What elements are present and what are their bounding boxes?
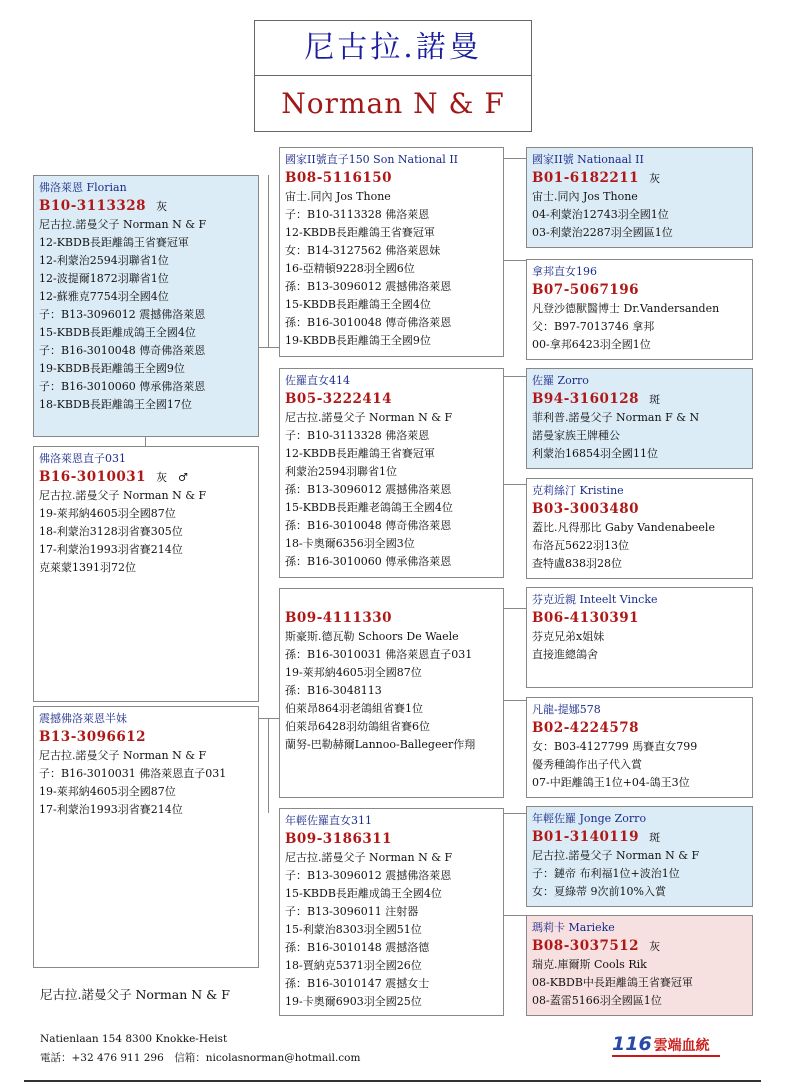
connector	[145, 436, 146, 446]
ring-number: B10-3113328 灰	[39, 198, 168, 214]
half-sister-card[interactable]	[33, 706, 259, 968]
card-line: 尼古拉.諾曼父子 Norman N & F	[285, 851, 453, 864]
card-line: 子：B10-3113328 佛洛萊恩	[285, 429, 430, 442]
plumage-color: 斑	[649, 393, 661, 406]
card-line: 芬克兄弟x姐妹	[532, 630, 605, 643]
plumage-color: 灰	[649, 940, 661, 953]
card-header: 佐羅直女414	[285, 374, 350, 387]
card-line: 諾曼家族王牌種公	[532, 429, 620, 442]
granddam-card[interactable]	[526, 915, 753, 1016]
card-line: 18-KBDB長距離鴿王全國17位	[39, 398, 192, 411]
granddam-card[interactable]	[526, 697, 753, 798]
card-header: 芬克近親 Inteelt Vincke	[532, 593, 658, 606]
card-line: 布洛瓦5622羽13位	[532, 539, 629, 552]
ring-number: B01-3140119 斑	[532, 829, 661, 845]
card-line: 04-利蒙治12743羽全國1位	[532, 208, 669, 221]
card-line: 蓋比.凡得那比 Gaby Vandenabeele	[532, 521, 715, 534]
dam-card[interactable]	[279, 368, 504, 578]
card-header: 凡龍-提娜578	[532, 703, 601, 716]
card-header: 佛洛萊恩 Florian	[39, 181, 127, 194]
card-header: 佐羅 Zorro	[532, 374, 589, 387]
ring-number: B05-3222414	[285, 391, 393, 407]
connector	[504, 700, 526, 701]
card-line: 子：B16-3010060 傳承佛洛萊恩	[39, 380, 206, 393]
card-line: 孫：B13-3096012 震撼佛洛萊恩	[285, 483, 452, 496]
card-line: 19-KBDB長距離鴿王全國9位	[39, 362, 185, 375]
card-line: 子：B16-3010048 傳奇佛洛萊恩	[39, 344, 206, 357]
card-line: 17-利蒙治1993羽省賽214位	[39, 803, 183, 816]
son-card[interactable]	[33, 446, 259, 702]
owner-contact: 電話：+32 476 911 296 信箱：nicolasnorman@hotmail.com	[40, 1052, 361, 1064]
card-line: 15-KBDB長距離成鴿王全國4位	[285, 887, 442, 900]
ring-number: B02-4224578	[532, 720, 640, 736]
card-header: 震撼佛洛萊恩半妹	[39, 712, 127, 725]
ring-number: B08-5116150	[285, 170, 393, 186]
brand-logo[interactable]	[612, 1033, 710, 1055]
card-line: 19-萊邦納4605羽全國87位	[285, 666, 422, 679]
card-line: 03-利蒙治2287羽全國區1位	[532, 226, 673, 239]
granddam-card[interactable]	[526, 259, 753, 360]
card-header: 瑪莉卡 Marieke	[532, 921, 615, 934]
card-line: 優秀種鴿作出子代入賞	[532, 758, 642, 771]
ring-number: B03-3003480	[532, 501, 640, 517]
card-line: 尼古拉.諾曼父子 Norman N & F	[39, 749, 207, 762]
connector	[268, 175, 269, 347]
card-line: 17-利蒙治1993羽省賽214位	[39, 543, 183, 556]
card-line: 尼古拉.諾曼父子 Norman N & F	[39, 218, 207, 231]
grandsire-card[interactable]	[526, 806, 753, 907]
card-line: 尼古拉.諾曼父子 Norman N & F	[532, 849, 700, 862]
card-line: 孫：B16-3010060 傳承佛洛萊恩	[285, 555, 452, 568]
card-line: 12-利蒙治2594羽聯省1位	[39, 254, 169, 267]
connector	[504, 813, 526, 814]
ring-number: B16-3010031 灰 ♂	[39, 469, 188, 485]
card-line: 宙士.同內 Jos Thone	[285, 190, 391, 203]
plumage-color: 灰 ♂	[156, 471, 188, 484]
sire-b-card[interactable]	[279, 588, 504, 798]
plumage-color: 斑	[649, 831, 661, 844]
card-line: 19-卡奧爾6903羽全國25位	[285, 995, 422, 1008]
connector	[268, 718, 269, 813]
grandsire-card[interactable]	[526, 587, 753, 688]
card-line: 尼古拉.諾曼父子 Norman N & F	[39, 489, 207, 502]
card-line: 女：B03-4127799 馬賽直女799	[532, 740, 698, 753]
ring-number: B07-5067196	[532, 282, 640, 298]
card-line: 孫：B16-3010148 震撼洛德	[285, 941, 430, 954]
card-header: 佛洛萊恩直子031	[39, 452, 126, 465]
plumage-color: 灰	[649, 172, 661, 185]
card-line: 孫：B16-3048113	[285, 684, 382, 697]
card-line: 孫：B16-3010048 傳奇佛洛萊恩	[285, 519, 452, 532]
dam-b-card[interactable]	[279, 808, 504, 1016]
plumage-color: 灰	[156, 200, 168, 213]
grandsire-card[interactable]	[526, 147, 753, 248]
card-line: 15-KBDB長距離老鴿鴿王全國4位	[285, 501, 453, 514]
card-line: 08-蓋雷5166羽全國區1位	[532, 994, 662, 1007]
ring-number: B09-4111330	[285, 610, 393, 626]
card-line: 孫：B13-3096012 震撼佛洛萊恩	[285, 280, 452, 293]
page-title-chinese: 尼古拉.諾曼	[255, 21, 531, 76]
card-header: 國家II號直子150 Son National II	[285, 153, 459, 166]
card-line: 18-卡奧爾6356羽全國3位	[285, 537, 415, 550]
card-header: 年輕佐羅 Jonge Zorro	[532, 812, 647, 825]
card-line: 15-KBDB長距離鴿王全國4位	[285, 298, 431, 311]
card-line: 斯豪斯.德瓦勒 Schoors De Waele	[285, 630, 459, 643]
bottom-divider	[24, 1080, 761, 1082]
card-line: 瑞克.庫爾斯 Cools Rik	[532, 958, 647, 971]
card-line: 子：B16-3010031 佛洛萊恩直子031	[39, 767, 227, 780]
grandsire-card[interactable]	[526, 368, 753, 469]
ring-number: B06-4130391	[532, 610, 640, 626]
connector	[259, 347, 279, 348]
card-line: 18-利蒙治3128羽省賽305位	[39, 525, 183, 538]
card-header: 拿邦直女196	[532, 265, 597, 278]
card-header: 年輕佐羅直女311	[285, 814, 372, 827]
logo-underline	[612, 1055, 720, 1057]
card-line: 子：B13-3096012 震撼佛洛萊恩	[39, 308, 206, 321]
card-line: 直接進總鴿舍	[532, 648, 598, 661]
title-box	[254, 20, 532, 132]
card-line: 12-KBDB長距離鴿王省賽冠軍	[285, 226, 435, 239]
card-line: 00-拿邦6423羽全國1位	[532, 338, 651, 351]
granddam-card[interactable]	[526, 478, 753, 579]
card-line: 查特盧838羽28位	[532, 557, 622, 570]
card-line: 利蒙治2594羽聯省1位	[285, 465, 397, 478]
card-line: 08-KBDB中長距離鴿王省賽冠軍	[532, 976, 693, 989]
card-line: 父：B97-7013746 拿邦	[532, 320, 655, 333]
card-line: 19-KBDB長距離鴿王全國9位	[285, 334, 431, 347]
card-line: 宙士.同內 Jos Thone	[532, 190, 638, 203]
card-line: 19-萊邦納4605羽全國87位	[39, 785, 176, 798]
card-line: 12-波提爾1872羽聯省1位	[39, 272, 169, 285]
card-line: 18-賈納克5371羽全國26位	[285, 959, 422, 972]
connector	[504, 608, 526, 609]
connector	[504, 376, 526, 377]
card-line: 12-蘇雅克7754羽全國4位	[39, 290, 169, 303]
card-line: 克萊蒙1391羽72位	[39, 561, 136, 574]
card-line: 子：B13-3096012 震撼佛洛萊恩	[285, 869, 452, 882]
connector	[504, 260, 526, 261]
card-line: 伯萊昂864羽老鴿組省賽1位	[285, 702, 423, 715]
ring-number: B01-6182211 灰	[532, 170, 661, 186]
ring-number: B13-3096612	[39, 729, 147, 745]
card-line: 孫：B16-3010031 佛洛萊恩直子031	[285, 648, 473, 661]
card-line: 孫：B16-3010147 震撼女士	[285, 977, 430, 990]
connector	[259, 718, 279, 719]
connector	[504, 915, 526, 916]
card-line: 19-萊邦納4605羽全國87位	[39, 507, 176, 520]
card-line: 15-利蒙治8303羽全國51位	[285, 923, 422, 936]
card-line: 利蒙治16854羽全國11位	[532, 447, 658, 460]
connector	[504, 484, 526, 485]
card-line: 尼古拉.諾曼父子 Norman N & F	[285, 411, 453, 424]
card-line: 女：夏綠蒂 9次前10%入賞	[532, 885, 666, 898]
card-line: 蘭努-巴勒赫爾Lannoo-Ballegeer作翔	[285, 738, 476, 751]
connector	[504, 158, 526, 159]
card-line: 菲利普.諾曼父子 Norman F & N	[532, 411, 700, 424]
logo-number: 116	[612, 1033, 652, 1055]
owner-name: 尼古拉.諾曼父子 Norman N & F	[40, 987, 230, 1002]
card-line: 15-KBDB長距離成鴿王全國4位	[39, 326, 196, 339]
card-line: 女：B14-3127562 佛洛萊恩妹	[285, 244, 441, 257]
owner-address: Natienlaan 154 8300 Knokke-Heist	[40, 1033, 228, 1045]
card-line: 孫：B16-3010048 傳奇佛洛萊恩	[285, 316, 452, 329]
card-line: 12-KBDB長距離鴿王省賽冠軍	[285, 447, 435, 460]
card-line: 伯萊昂6428羽幼鴿組省賽6位	[285, 720, 430, 733]
card-line: 16-亞精頓9228羽全國6位	[285, 262, 415, 275]
card-line: 子：B10-3113328 佛洛萊恩	[285, 208, 430, 221]
card-line: 凡登沙德獸醫博士 Dr.Vandersanden	[532, 302, 720, 315]
subject-card[interactable]	[33, 175, 259, 437]
card-header: 國家II號 Nationaal II	[532, 153, 644, 166]
sire-card[interactable]	[279, 147, 504, 357]
card-header: 克莉絲汀 Kristine	[532, 484, 624, 497]
ring-number: B09-3186311	[285, 831, 393, 847]
page-title-english: Norman N & F	[281, 87, 505, 120]
card-line: 子：B13-3096011 注射器	[285, 905, 419, 918]
ring-number: B08-3037512 灰	[532, 938, 661, 954]
logo-text: 雲端血統	[653, 1038, 710, 1054]
card-line: 子：鏈帝 布利福1位+波治1位	[532, 867, 680, 880]
ring-number: B94-3160128 斑	[532, 391, 661, 407]
card-line: 07-中距離鴿王1位+04-鴿王3位	[532, 776, 690, 789]
card-line: 12-KBDB長距離鴿王省賽冠軍	[39, 236, 189, 249]
